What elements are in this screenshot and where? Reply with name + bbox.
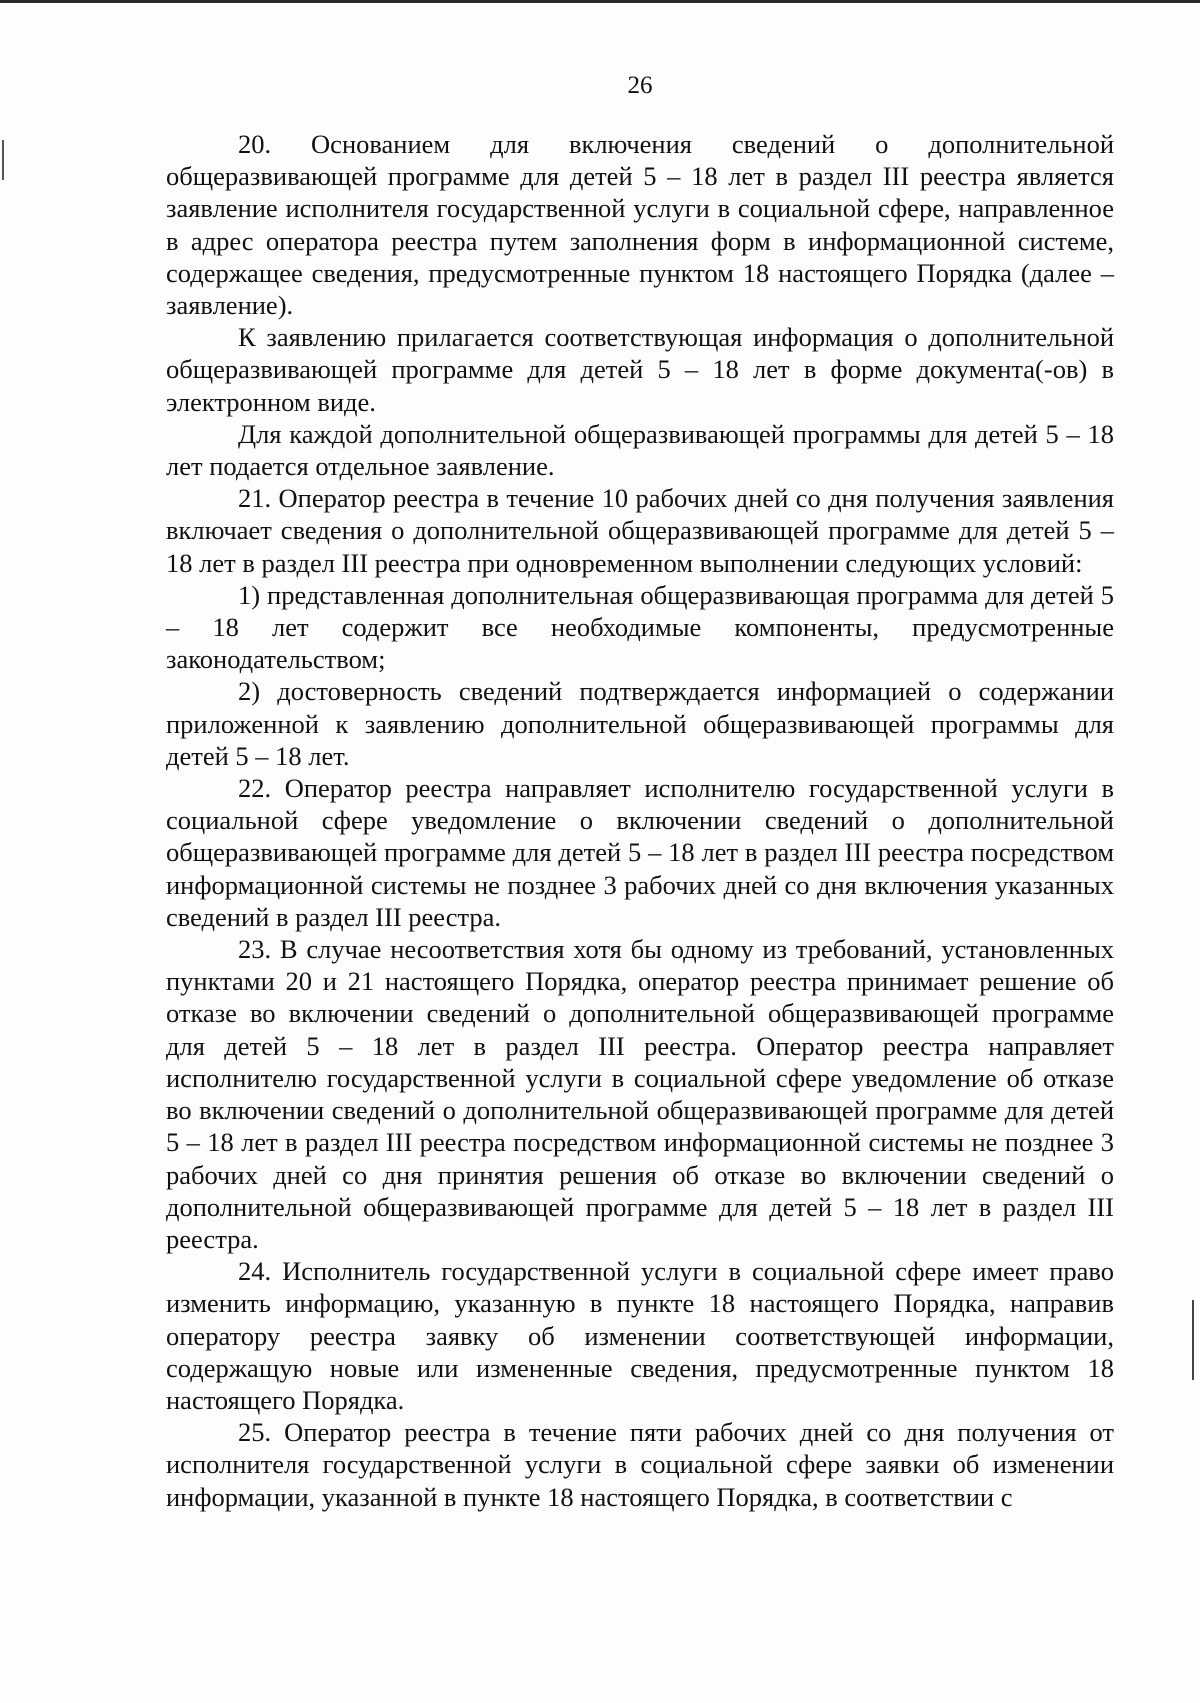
- paragraph-22: 22. Оператор реестра направляет исполнителю государственной услуги в социальной сфере уведомление о включении сведений о дополнительной общеразвивающей программе для детей 5 – 18 лет в раздел III реестра посредством информационной системы не позднее 3 рабочих дней со дня включения указанных сведений в раздел III реестра.: [166, 773, 1114, 932]
- paragraph-20: 20. Основанием для включения сведений о дополнительной общеразвивающей программе для детей 5 – 18 лет в раздел III реестра является заявление исполнителя государственной услуги в социальной сфере, направленное в адрес оператора реестра путем заполнения форм в информационной системе, содержащее сведения, предусмотренные пунктом 18 настоящего Порядка (далее – заявление).: [166, 129, 1114, 321]
- scan-top-edge: [0, 0, 1200, 3]
- paragraph-25: 25. Оператор реестра в течение пяти рабочих дней со дня получения от исполнителя государственной услуги в социальной сфере заявки об изменении информации, указанной в пункте 18 настоящего Порядка, в соответствии с: [166, 1417, 1114, 1512]
- paragraph-20-attachment: К заявлению прилагается соответствующая информация о дополнительной общеразвивающей программе для детей 5 – 18 лет в форме документа(-ов) в электронном виде.: [166, 322, 1114, 417]
- scan-right-edge-mark: [1192, 1300, 1194, 1380]
- paragraph-20-separate-application: Для каждой дополнительной общеразвивающей программы для детей 5 – 18 лет подается отдельное заявление.: [166, 418, 1114, 482]
- paragraph-21: 21. Оператор реестра в течение 10 рабочих дней со дня получения заявления включает сведения о дополнительной общеразвивающей программе для детей 5 – 18 лет в раздел III реестра при одновременном выполнении следующих условий:: [166, 483, 1114, 578]
- paragraph-23: 23. В случае несоответствия хотя бы одному из требований, установленных пунктами 20 и 21 настоящего Порядка, оператор реестра принимает решение об отказе во включении сведений о дополнительной общеразвивающей программе для детей 5 – 18 лет в раздел III реестра. Оператор реестра направляет исполнителю государственной услуги в социальной сфере уведомление об отказе во включении сведений о дополнительной общеразвивающей программе для детей 5 – 18 лет в раздел III реестра посредством информационной системы не позднее 3 рабочих дней со дня принятия решения об отказе во включении сведений о дополнительной общеразвивающей программе для детей 5 – 18 лет в раздел III реестра.: [166, 934, 1114, 1254]
- paragraph-21-condition-2: 2) достоверность сведений подтверждается информацией о содержании приложенной к заявлению дополнительной общеразвивающей программы для детей 5 – 18 лет.: [166, 676, 1114, 771]
- paragraph-24: 24. Исполнитель государственной услуги в социальной сфере имеет право изменить информацию, указанную в пункте 18 настоящего Порядка, направив оператору реестра заявку об изменении соответствующей информации, содержащую новые или измененные сведения, предусмотренные пунктом 18 настоящего Порядка.: [166, 1256, 1114, 1415]
- scan-left-edge-mark: [2, 140, 4, 180]
- paragraph-21-condition-1: 1) представленная дополнительная общеразвивающая программа для детей 5 – 18 лет содержит все необходимые компоненты, предусмотренные законодательством;: [166, 579, 1114, 675]
- page-number: 26: [627, 72, 653, 99]
- document-body: [166, 128, 1114, 1513]
